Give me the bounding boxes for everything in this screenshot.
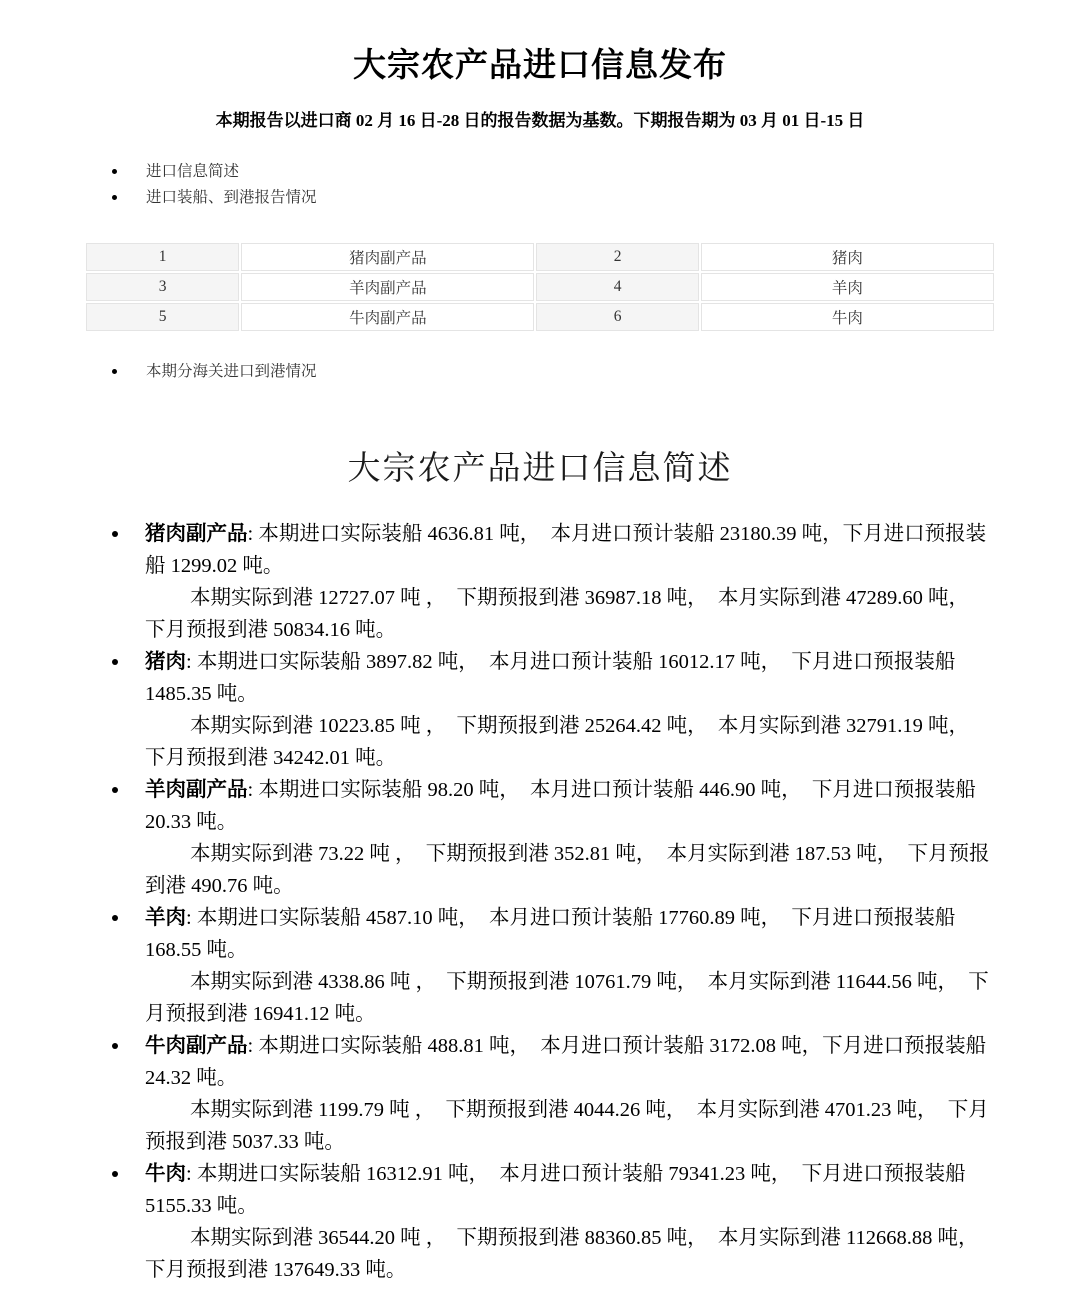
shipping-paragraph — [145, 1158, 996, 1222]
report-period-subtitle: 本期报告以进口商 02 月 16 日-28 日的报告数据为基数。下期报告期为 03 月 01 日-15 日 — [215, 110, 865, 130]
table-row — [86, 303, 994, 331]
table-row — [86, 243, 994, 271]
shipping-text: : 本期进口实际装船 98.20 吨， 本月进口预计装船 446.90 吨， 下月进口预报装船 20.33 吨。 — [145, 778, 981, 833]
arrival-paragraph: 本期实际到港 10223.85 吨 ， 下期预报到港 25264.42 吨， 本月实际到港 32791.19 吨， 下月预报到港 34242.01 吨。 — [145, 714, 980, 769]
product-name: 猪肉副产品 — [241, 243, 534, 271]
summary-item-pork-byproducts — [84, 518, 996, 646]
product-name: 牛肉 — [145, 1162, 186, 1185]
shipping-paragraph — [145, 518, 996, 582]
product-name: 牛肉 — [701, 303, 994, 331]
product-number: 5 — [86, 303, 239, 331]
shipping-paragraph — [145, 902, 996, 966]
product-name: 猪肉副产品 — [145, 522, 248, 545]
section-title: 大宗农产品进口信息简述 — [347, 451, 733, 488]
toc-item-import-summary: 进口信息简述 — [84, 159, 996, 185]
import-summary-list — [84, 518, 996, 1286]
product-index-table — [84, 241, 996, 333]
toc-item-customs-arrival: 本期分海关进口到港情况 — [84, 359, 996, 385]
page-title: 大宗农产品进口信息发布 — [353, 48, 727, 84]
arrival-paragraph: 本期实际到港 73.22 吨 ， 下期预报到港 352.81 吨， 本月实际到港 187.53 吨， 下月预报到港 490.76 吨。 — [145, 842, 990, 897]
shipping-paragraph — [145, 774, 996, 838]
shipping-text: : 本期进口实际装船 4636.81 吨， 本月进口预计装船 23180.39 吨，下月进口预报装船 1299.02 吨。 — [145, 522, 987, 577]
arrival-paragraph: 本期实际到港 1199.79 吨 ， 下期预报到港 4044.26 吨， 本月实际到港 4701.23 吨， 下月预报到港 5037.33 吨。 — [145, 1098, 989, 1153]
product-number: 2 — [536, 243, 698, 271]
shipping-text: : 本期进口实际装船 488.81 吨， 本月进口预计装船 3172.08 吨，下月进口预报装船 24.32 吨。 — [145, 1034, 992, 1089]
product-name: 羊肉 — [701, 273, 994, 301]
product-number: 4 — [536, 273, 698, 301]
product-name: 牛肉副产品 — [145, 1034, 248, 1057]
shipping-paragraph — [145, 1030, 996, 1094]
summary-item-beef — [84, 1158, 996, 1286]
arrival-paragraph: 本期实际到港 36544.20 吨 ， 下期预报到港 88360.85 吨， 本月实际到港 112668.88 吨， 下月预报到港 137649.33 吨。 — [145, 1226, 989, 1281]
toc-item-shipping-arrival-report: 进口装船、到港报告情况 — [84, 185, 996, 211]
product-number: 1 — [86, 243, 239, 271]
summary-item-pork — [84, 646, 996, 774]
arrival-paragraph: 本期实际到港 12727.07 吨 ， 下期预报到港 36987.18 吨， 本月实际到港 47289.60 吨， 下月预报到港 50834.16 吨。 — [145, 586, 980, 641]
product-name: 猪肉 — [145, 650, 186, 673]
summary-item-beef-byproducts — [84, 1030, 996, 1158]
toc-list-secondary — [84, 359, 996, 385]
toc-list — [84, 159, 996, 211]
summary-item-mutton-byproducts — [84, 774, 996, 902]
product-number: 3 — [86, 273, 239, 301]
shipping-text: : 本期进口实际装船 3897.82 吨， 本月进口预计装船 16012.17 吨， 下月进口预报装船 1485.35 吨。 — [145, 650, 961, 705]
shipping-text: : 本期进口实际装船 4587.10 吨， 本月进口预计装船 17760.89 吨， 下月进口预报装船 168.55 吨。 — [145, 906, 961, 961]
table-row — [86, 273, 994, 301]
summary-item-mutton — [84, 902, 996, 1030]
shipping-paragraph — [145, 646, 996, 710]
arrival-paragraph: 本期实际到港 4338.86 吨 ， 下期预报到港 10761.79 吨， 本月实际到港 11644.56 吨， 下月预报到港 16941.12 吨。 — [145, 970, 989, 1025]
product-name: 羊肉副产品 — [241, 273, 534, 301]
product-name: 羊肉 — [145, 906, 186, 929]
product-name: 羊肉副产品 — [145, 778, 248, 801]
product-name: 猪肉 — [701, 243, 994, 271]
product-name: 牛肉副产品 — [241, 303, 534, 331]
product-number: 6 — [536, 303, 698, 331]
shipping-text: : 本期进口实际装船 16312.91 吨， 本月进口预计装船 79341.23 吨， 下月进口预报装船 5155.33 吨。 — [145, 1162, 971, 1217]
